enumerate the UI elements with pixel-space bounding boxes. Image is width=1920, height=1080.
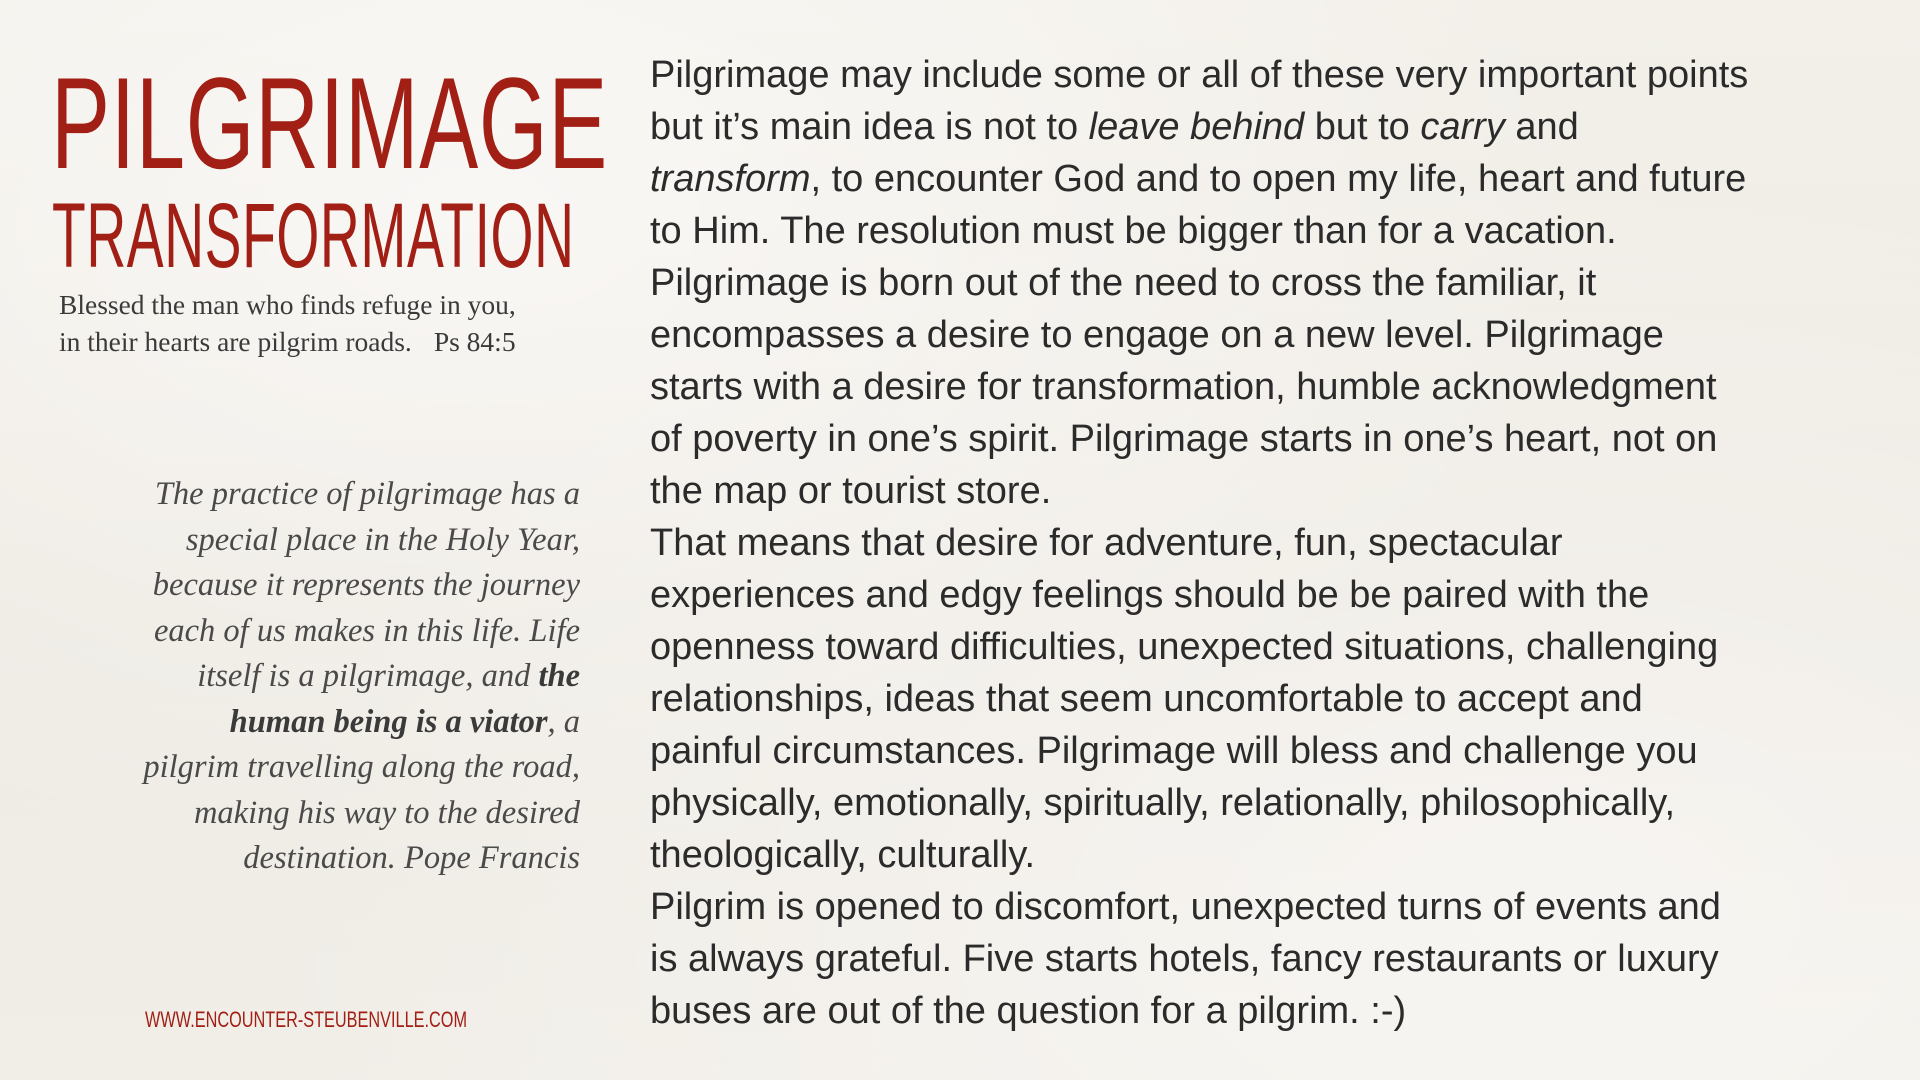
psalm-line: in their hearts are pilgrim roads. <box>59 326 412 357</box>
quote-emphasis: human being is a viator <box>229 703 548 740</box>
body-line: openness toward difficulties, unexpected situations, challenging <box>650 626 1719 668</box>
pope-francis-quote <box>40 472 580 882</box>
body-text: and <box>1504 106 1579 148</box>
body-line: theologically, culturally. <box>650 834 1036 876</box>
body-line: of poverty in one’s spirit. Pilgrimage starts in one’s heart, not on <box>650 418 1718 460</box>
psalm-verse <box>59 286 599 360</box>
page-subtitle: TRANSFORMATION <box>52 185 575 287</box>
quote-text: itself is a pilgrimage, and <box>197 658 539 694</box>
body-line: Pilgrimage is born out of the need to cross the familiar, it <box>650 262 1597 304</box>
quote-line: making his way to the desired <box>193 794 580 831</box>
body-line: the map or tourist store. <box>650 470 1052 512</box>
quote-line: because it represents the journey <box>152 567 580 603</box>
main-body-text <box>650 49 1900 1037</box>
body-line: starts with a desire for transformation, humble acknowledgment <box>650 366 1717 408</box>
quote-emphasis: the <box>538 658 580 694</box>
body-line: That means that desire for adventure, fun, spectacular <box>650 522 1563 564</box>
body-text: but it’s main idea is not to <box>650 106 1089 148</box>
body-line: physically, emotionally, spiritually, relationally, philosophically, <box>650 782 1676 824</box>
quote-text: , a <box>547 703 580 740</box>
quote-line <box>40 700 580 746</box>
quote-line: pilgrim travelling along the road, <box>143 749 580 785</box>
body-emphasis: carry <box>1420 106 1505 148</box>
body-text: but to <box>1304 106 1421 148</box>
quote-line <box>40 654 580 700</box>
body-line: buses are out of the question for a pilgrim. :-) <box>650 990 1407 1032</box>
quote-line: each of us makes in this life. Life <box>153 612 580 649</box>
body-line: Pilgrimage may include some or all of these very important points <box>650 54 1749 96</box>
body-line <box>650 153 1900 205</box>
body-emphasis: leave behind <box>1088 106 1305 148</box>
psalm-line: Blessed the man who finds refuge in you, <box>59 289 516 320</box>
psalm-line-with-reference <box>59 323 599 360</box>
body-line <box>650 101 1900 153</box>
body-line: to Him. The resolution must be bigger than for a vacation. <box>650 210 1617 252</box>
page-title: PILGRIMAGE <box>51 50 608 196</box>
website-link[interactable]: WWW.ENCOUNTER-STEUBENVILLE.COM <box>145 1007 468 1032</box>
body-line: is always grateful. Five starts hotels, fancy restaurants or luxury <box>650 938 1719 980</box>
body-line: relationships, ideas that seem uncomfortable to accept and <box>650 678 1643 720</box>
body-line: painful circumstances. Pilgrimage will bless and challenge you <box>650 730 1698 772</box>
body-line: Pilgrim is opened to discomfort, unexpected turns of events and <box>650 886 1721 928</box>
quote-line: special place in the Holy Year, <box>185 521 580 558</box>
quote-line: The practice of pilgrimage has a <box>154 476 580 512</box>
body-emphasis: transform <box>650 158 811 200</box>
psalm-reference: Ps 84:5 <box>433 326 516 357</box>
body-line: experiences and edgy feelings should be be paired with the <box>650 574 1650 616</box>
body-line: encompasses a desire to engage on a new level. Pilgrimage <box>650 314 1664 356</box>
quote-line: destination. Pope Francis <box>243 840 580 876</box>
body-text: , to encounter God and to open my life, heart and future <box>810 158 1747 200</box>
